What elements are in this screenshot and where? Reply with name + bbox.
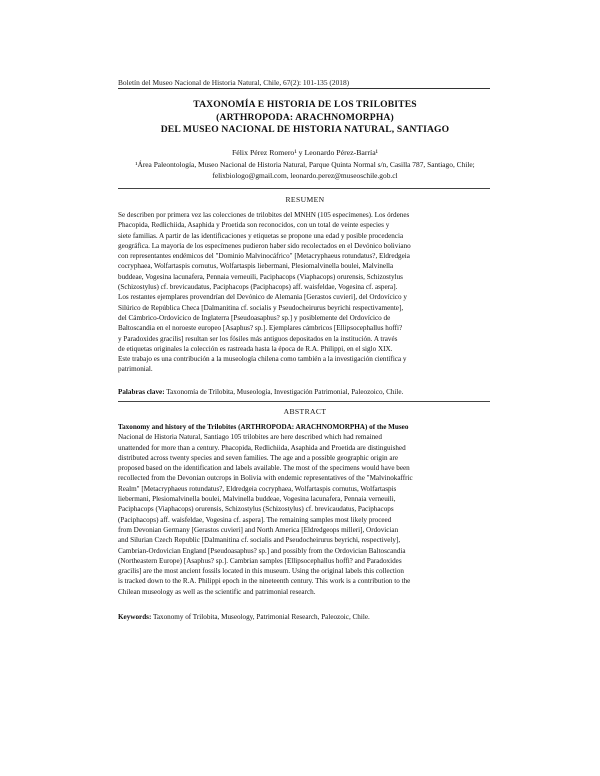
author-list: Félix Pérez Romero¹ y Leonardo Pérez-Barría¹	[231, 148, 379, 157]
resumen-line: del Cámbrico-Ordovícico de Inglaterra [Pseudoasaphus? sp.] y posiblemente del Ordovícico de	[118, 313, 391, 322]
resumen-keywords	[118, 388, 490, 396]
resumen-line: Phacopida, Redlichiida, Asaphida y Proetida son reconocidos, con un total de veinte especies y	[118, 221, 390, 230]
running-header: Boletín del Museo Nacional de Historia Natural, Chile, 67(2): 101-135 (2018)	[118, 78, 350, 87]
abstract-line: from Devonian Germany [Gerastos cuvieri] and North America [Eldredgeops milleri], Ordovician	[118, 525, 399, 534]
resumen-line: Se describen por primera vez las colecciones de trilobites del MNHN (105 especímenes). Los órdenes	[118, 211, 410, 219]
resumen-line: patrimonial.	[118, 365, 153, 374]
resumen-line: de etiquetas originales la colección es rastreada hasta la época de R.A. Philippi, en el siglo XIX.	[118, 344, 393, 353]
resumen-line: con representantes endémicos del "Dominio Malvinocáfrico" [Metacryphaeus rotundatus?, Eldredgeia	[118, 252, 410, 261]
abstract-line: Nacional de Historia Natural, Santiago 105 trilobites are here described which had remained	[118, 433, 382, 442]
resumen-line: siete familias. A partir de las identificaciones y etiquetas se propone una edad y posible procedencia	[118, 231, 404, 240]
section-divider	[118, 188, 490, 189]
abstract-heading: ABSTRACT	[283, 407, 327, 416]
abstract-body	[118, 422, 490, 597]
title-line: (ARTHROPODA: ARACHNOMORPHA)	[216, 111, 394, 123]
resumen-line: (Schizostylus) cf. brevicaudatus, Paciphacops (Paciphacops) aff. waisfeldae, Vogesina cf. aspera].	[118, 283, 398, 292]
abstract-line: liebermani, Plesiomalvinella boulei, Malvinella buddeae, Vogesina lacunafera, Pennaia verneuili,	[118, 495, 396, 504]
affiliation-contact: felixbiologo@gmail.com, leonardo.perez@museoschile.gob.cl	[212, 170, 398, 180]
abstract-line: and Silurian Czech Republic [Dalmanitina cf. socialis and Pseudocheirurus beyrichi, respectively],	[118, 536, 401, 545]
article-title	[100, 99, 510, 137]
resumen-line: Silúrico de República Checa [Dalmanitina cf. socialis y Pseudocheirurus beyrichi respectivamente],	[118, 303, 404, 312]
abstract-line: gracilis] are the most ancient fossils located in this museum. Using the original labels this collection	[118, 567, 404, 576]
resumen-body	[118, 210, 490, 375]
abstract-line: proposed based on the identification and labels available. The most of the specimens would have been	[118, 464, 410, 473]
abstract-line: recollected from the Devonian outcrops in Bolivia with endemic representatives of the "Malvinokaffric	[118, 474, 413, 483]
abstract-line: (Northeastern Europe) [Asaphus? sp.]. Cambrian samples [Ellipsocephallus hoffi? and Paradoxides	[118, 556, 402, 565]
abstract-line: unattended for more than a century. Phacopida, Redlichiida, Asaphida and Proetida are distinguished	[118, 443, 406, 452]
abstract-line: (Paciphacops) aff. waisfeldae, Vogesina cf. aspera]. The remaining samples most likely proceed	[118, 515, 392, 524]
abstract-line: Paciphacops (Viaphacops) orurensis, Schizostylus (Schizostylus) cf. brevicaudatus, Paciphacops	[118, 505, 394, 514]
resumen-line: Los restantes ejemplares provendrían del Devónico de Alemania [Gerastos cuvieri], del Ordovícico y	[118, 293, 407, 302]
abstract-line: is tracked down to the R.A. Philippi epoch in the nineteenth century. This work is a contribution to the	[118, 577, 411, 586]
keywords-label: Keywords:	[118, 613, 152, 621]
resumen-line: y Paradoxides gracilis] resultan ser los fósiles más antiguos depositados en la institución. A través	[118, 334, 398, 343]
affiliation-line: ¹Área Paleontología, Museo Nacional de Historia Natural, Parque Quinta Normal s/n, Casilla 787, Santiago, Chile;	[135, 160, 475, 169]
keywords-text: Taxonomía de Trilobita, Museología, Investigación Patrimonial, Paleozoico, Chile.	[164, 388, 404, 396]
section-divider	[118, 401, 490, 402]
abstract-line: Realm" [Metacryphaeus rotundatus?, Eldredgeia cocryphaea, Wolfartaspis cornutus, Wolfartaspis	[118, 484, 397, 493]
title-line: DEL MUSEO NACIONAL DE HISTORIA NATURAL, SANTIAGO	[160, 124, 450, 136]
abstract-line: Taxonomy and history of the Trilobites (ARTHROPODA: ARACHNOMORPHA) of the Museo	[118, 423, 409, 431]
keywords-text: Taxonomy of Trilobita, Museology, Patrimonial Research, Paleozoic, Chile.	[151, 613, 370, 621]
abstract-line: distributed across twenty species and seven families. The age and a possible geographic origin are	[118, 453, 399, 462]
title-line: TAXONOMÍA E HISTORIA DE LOS TRILOBITES	[193, 99, 417, 110]
keywords-label: Palabras clave:	[118, 388, 165, 396]
abstract-keywords	[118, 613, 490, 621]
abstract-line: Cambrian-Ordovician England [Pseudoasaphus? sp.] and possibly from the Ordovician Baltoscandia	[118, 546, 406, 555]
resumen-line: cocryphaea, Wolfartaspis cornutus, Wolfartaspis liebermani, Plesiomalvinella boulei, Malvinella	[118, 262, 394, 271]
resumen-line: Baltoscandia en el noroeste europeo [Asaphus? sp.]. Ejemplares cámbricos [Ellipsocephallus hoffi?	[118, 324, 403, 333]
resumen-line: geográfica. La mayoría de los especímenes pudieron haber sido recolectados en el Devónico boliviano	[118, 241, 411, 250]
affiliation	[100, 160, 510, 181]
resumen-line: Este trabajo es una contribución a la museología chilena como también a la investigación científica y	[118, 355, 407, 364]
abstract-line: Chilean museology as well as the scientific and patrimonial research.	[118, 587, 316, 596]
header-divider	[118, 88, 490, 89]
resumen-heading: RESUMEN	[285, 195, 325, 204]
resumen-line: buddeae, Vogesina lacunafera, Pennaia verneuili, Paciphacops (Viaphacops) orurensis, Schizostylus	[118, 272, 403, 281]
